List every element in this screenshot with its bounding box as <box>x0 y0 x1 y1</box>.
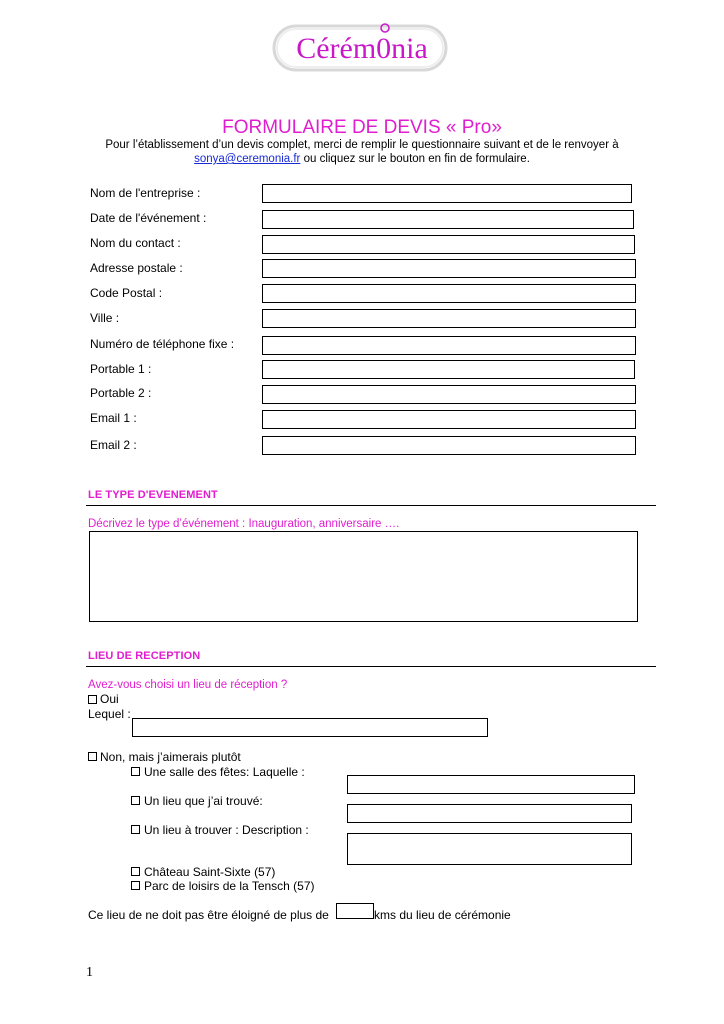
yes-checkbox[interactable] <box>88 695 97 704</box>
mobile-2-label: Portable 2 : <box>90 386 152 400</box>
landline-label: Numéro de téléphone fixe : <box>90 337 235 351</box>
mobile-2-field[interactable] <box>262 385 636 404</box>
leisure-park-checkbox[interactable] <box>131 881 140 890</box>
mobile-1-label: Portable 1 : <box>90 362 152 376</box>
distance-label-before: Ce lieu de ne doit pas être éloigné de plus de <box>88 908 329 922</box>
yes-label: Oui <box>100 692 119 706</box>
event-type-textarea[interactable] <box>89 531 638 622</box>
email-1-field[interactable] <box>262 410 636 429</box>
reception-question: Avez-vous choisi un lieu de réception ? <box>88 679 288 691</box>
found-venue-field[interactable] <box>347 804 632 823</box>
city-field[interactable] <box>262 309 636 328</box>
event-type-divider <box>86 505 656 506</box>
postal-address-label: Adresse postale : <box>90 261 183 275</box>
postal-code-field[interactable] <box>262 284 636 303</box>
intro-line-2-text: ou cliquez sur le bouton en fin de formulaire. <box>300 153 530 165</box>
distance-km-field[interactable] <box>336 903 374 919</box>
which-venue-field[interactable] <box>132 718 488 737</box>
company-name-field[interactable] <box>262 184 632 203</box>
which-venue-label: Lequel : <box>88 707 131 721</box>
festival-hall-field[interactable] <box>347 775 635 794</box>
page-number: 1 <box>86 965 93 980</box>
contact-name-field[interactable] <box>262 235 635 254</box>
logo-text: Cérém0nia <box>296 32 428 65</box>
intro-line-1: Pour l’établissement d’un devis complet, merci de remplir le questionnaire suivant et de le renvoyer à <box>105 139 619 151</box>
event-date-label: Date de l'événement : <box>90 211 207 225</box>
page-title: FORMULAIRE DE DEVIS « Pro» <box>222 117 502 138</box>
email-2-label: Email 2 : <box>90 438 137 452</box>
found-venue-checkbox[interactable] <box>131 796 140 805</box>
event-type-prompt: Décrivez le type d’événement : Inauguration, anniversaire …. <box>88 518 400 530</box>
venue-to-find-checkbox[interactable] <box>131 825 140 834</box>
mobile-1-field[interactable] <box>262 360 635 379</box>
postal-address-field[interactable] <box>262 259 636 278</box>
event-date-field[interactable] <box>262 210 634 229</box>
venue-to-find-field[interactable] <box>347 833 632 865</box>
company-name-label: Nom de l'entreprise : <box>90 186 201 200</box>
leisure-park-label: Parc de loisirs de la Tensch (57) <box>144 879 315 893</box>
no-checkbox[interactable] <box>88 752 97 761</box>
chateau-label: Château Saint-Sixte (57) <box>144 865 276 879</box>
festival-hall-label: Une salle des fêtes: Laquelle : <box>144 765 305 779</box>
reception-divider <box>86 666 656 667</box>
event-type-heading: LE TYPE D'EVENEMENT <box>88 489 218 501</box>
festival-hall-checkbox[interactable] <box>131 767 140 776</box>
found-venue-label: Un lieu que j’ai trouvé: <box>144 794 263 808</box>
email-2-field[interactable] <box>262 436 636 455</box>
city-label: Ville : <box>90 311 120 325</box>
chateau-checkbox[interactable] <box>131 867 140 876</box>
landline-field[interactable] <box>262 336 636 355</box>
intro-line-2 <box>0 152 724 166</box>
postal-code-label: Code Postal : <box>90 286 163 300</box>
email-1-label: Email 1 : <box>90 411 137 425</box>
distance-label-after: kms du lieu de cérémonie <box>374 908 511 922</box>
no-label: Non, mais j’aimerais plutôt <box>100 750 241 764</box>
logo <box>272 18 448 78</box>
reception-heading: LIEU DE RECEPTION <box>88 650 201 662</box>
email-link[interactable]: sonya@ceremonia.fr <box>194 153 301 165</box>
venue-to-find-label: Un lieu à trouver : Description : <box>144 823 309 837</box>
contact-name-label: Nom du contact : <box>90 236 181 250</box>
